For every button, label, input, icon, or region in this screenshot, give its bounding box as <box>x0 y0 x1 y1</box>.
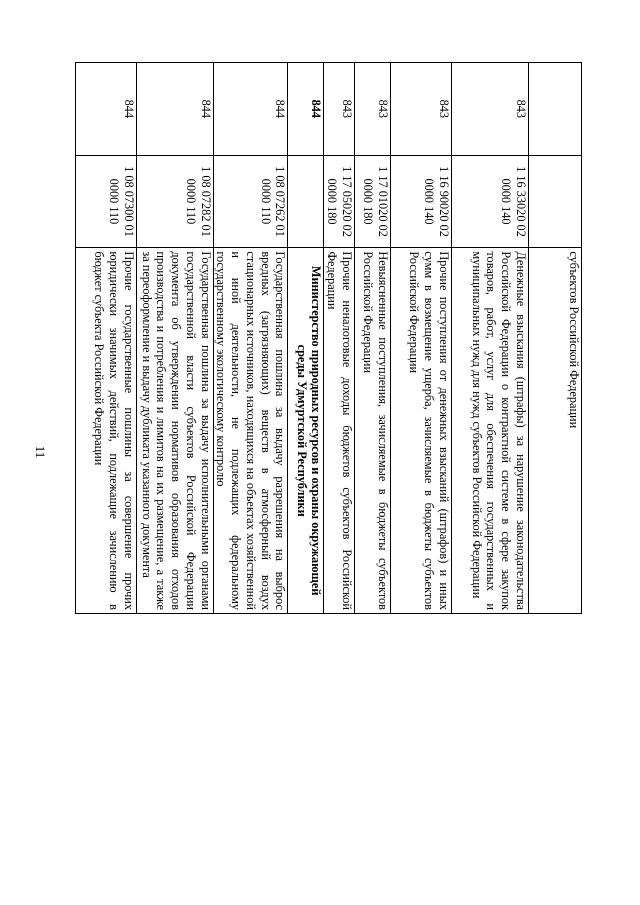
revenue-name-cell: субъектов Российской Федерации <box>529 248 582 614</box>
budget-code-cell: 1 17 05020 02 0000 180 <box>324 155 355 248</box>
table-row <box>529 63 582 614</box>
table-row-section-header <box>288 63 324 614</box>
budget-code-cell: 1 16 90020 02 0000 140 <box>391 155 452 248</box>
admin-code-cell: 843 <box>324 63 355 156</box>
table-row <box>136 63 213 614</box>
budget-code-cell: 1 16 33020 02 0000 140 <box>452 155 529 248</box>
rotated-page-content <box>92 62 582 614</box>
admin-code-cell: 844 <box>136 63 213 156</box>
revenue-name-cell: Прочие неналоговые доходы бюджетов субъектов Российской Федерации <box>324 248 355 614</box>
revenue-name-cell: Прочие государственные пошлины за совершение прочих юридически значимых действий, подлежащие зачислению в бюджет субъекта Российской Федерации <box>75 248 136 614</box>
table-row <box>213 63 288 614</box>
revenue-name-cell: Невыясненные поступления, зачисляемые в бюджеты субъектов Российской Федерации <box>355 248 391 614</box>
budget-code-cell: 1 08 07300 01 0000 110 <box>75 155 136 248</box>
admin-code-cell: 843 <box>355 63 391 156</box>
budget-code-cell <box>288 155 324 248</box>
table-row <box>324 63 355 614</box>
revenue-name-cell: Государственная пошлина за выдачу разрешения на выброс вредных (загрязняющих) веществ в атмосферный воздух стационарных источников, находящихся на объектах хозяйственной и иной деятельности, не подлежащих федеральному государственному экологическому контролю <box>213 248 288 614</box>
admin-code-cell <box>529 63 582 156</box>
admin-code-cell: 843 <box>391 63 452 156</box>
budget-code-cell <box>529 155 582 248</box>
admin-code-cell: 843 <box>452 63 529 156</box>
section-title: Министерство природных ресурсов и охраны окружающей среды Удмуртской Республики <box>288 248 324 614</box>
admin-code-cell: 844 <box>75 63 136 156</box>
revenue-name-cell: Прочие поступления от денежных взысканий (штрафов) и иных сумм в возмещение ущерба, зачисляемые в бюджеты субъектов Российской Федерации <box>391 248 452 614</box>
revenue-name-cell: Денежные взыскания (штрафы) за нарушение законодательства Российской Федерации о контрактной системе в сфере закупок товаров, работ, услуг для обеспечения государственных и муниципальных нужд для нужд субъектов Российской Федерации <box>452 248 529 614</box>
budget-code-cell: 1 08 07282 01 0000 110 <box>136 155 213 248</box>
table-row <box>391 63 452 614</box>
budget-code-cell: 1 08 07262 01 0000 110 <box>213 155 288 248</box>
revenue-name-cell: Государственная пошлина за выдачу исполнительными органами государственной власти субъектов Российской Федерации документа об утверждении нормативов образования отходов производства и потребления и лимитов на их размещение, а также за переоформление и выдачу дубликата указанного документа <box>136 248 213 614</box>
admin-code-cell: 844 <box>213 63 288 156</box>
table-row <box>452 63 529 614</box>
table-row <box>75 63 136 614</box>
revenue-codes-table <box>75 62 582 614</box>
budget-code-cell: 1 17 01020 02 0000 180 <box>355 155 391 248</box>
admin-code-cell: 844 <box>288 63 324 156</box>
table-row <box>355 63 391 614</box>
page-number: 11 <box>33 445 48 459</box>
